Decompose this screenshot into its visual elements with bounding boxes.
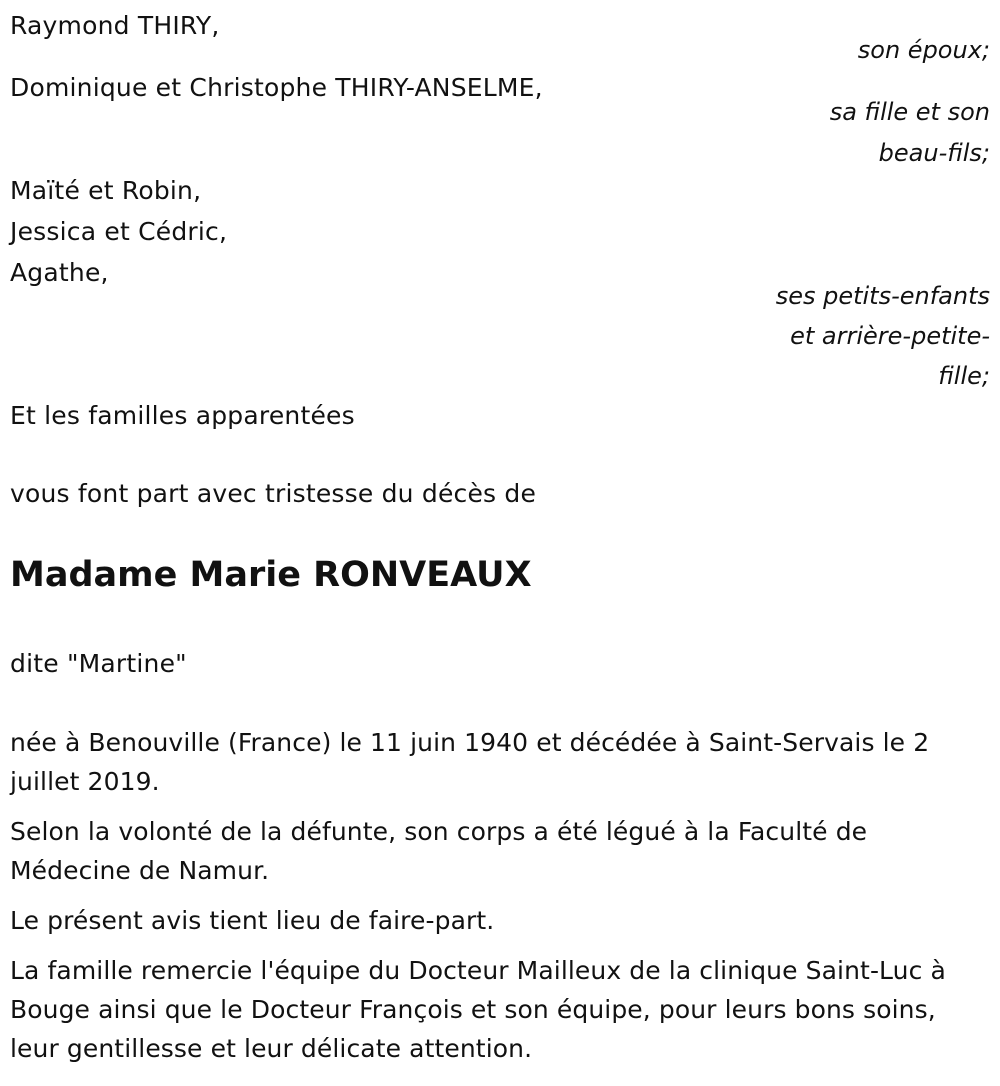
- grandchildren-role-line2: et arrière-petite-: [790, 322, 990, 350]
- nickname-line: dite "Martine": [10, 649, 187, 678]
- grandchildren-role-line3: fille;: [938, 362, 990, 390]
- grandchild-3: Agathe,: [10, 258, 109, 287]
- relatives-line: Et les familles apparentées: [10, 401, 355, 430]
- body-donation-paragraph: Selon la volonté de la défunte, son corps a été légué à la Faculté de Médecine de Namur.: [10, 817, 868, 885]
- announcement-intro: vous font part avec tristesse du décès de: [10, 479, 537, 508]
- grandchild-1: Maïté et Robin,: [10, 176, 202, 205]
- notice-paragraph: Le présent avis tient lieu de faire-part.: [10, 906, 495, 935]
- daughter-role-line1: sa fille et son: [829, 98, 990, 126]
- grandchild-2: Jessica et Cédric,: [10, 217, 228, 246]
- birth-death-paragraph: née à Benouville (France) le 11 juin 1940 et décédée à Saint-Servais le 2 juillet 2019.: [10, 728, 930, 796]
- daughter-names: Dominique et Christophe THIRY-ANSELME,: [10, 73, 543, 102]
- daughter-role-line2: beau-fils;: [878, 139, 990, 167]
- spouse-role: son époux;: [857, 36, 990, 64]
- deceased-name: Madame Marie RONVEAUX: [10, 555, 532, 595]
- grandchildren-role-line1: ses petits-enfants: [775, 282, 990, 310]
- thanks-paragraph: La famille remercie l'équipe du Docteur Mailleux de la clinique Saint-Luc à Bouge ainsi que le Docteur François et son équipe, pour leurs bons soins, leur gentillesse et leur délicate attention.: [10, 956, 946, 1063]
- spouse-name: Raymond THIRY,: [10, 11, 220, 40]
